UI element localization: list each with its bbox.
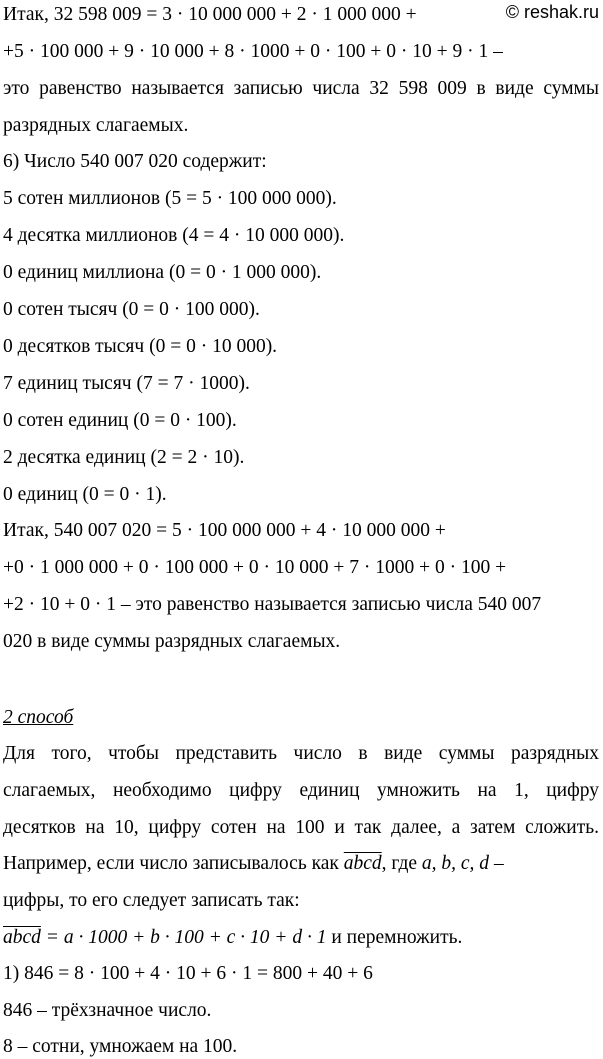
text-line: это равенство называется записью числа 32 598 009 в виде суммы xyxy=(3,78,599,99)
text-line: 7 единиц тысяч (7 = 7 · 1000). xyxy=(3,373,250,394)
text-line: 0 единиц миллиона (0 = 0 · 1 000 000). xyxy=(3,262,322,283)
formula-text: и перемножить. xyxy=(326,927,463,948)
digit-variables: a, b, c, d xyxy=(421,853,490,874)
text-line: 0 сотен единиц (0 = 0 · 100). xyxy=(3,410,237,431)
overlined-number: abcd xyxy=(343,853,382,874)
overlined-number: abcd xyxy=(3,927,41,948)
text-line: 0 сотен тысяч (0 = 0 · 100 000). xyxy=(3,299,260,320)
text-line: Итак, 540 007 020 = 5 · 100 000 000 + 4 · 10 000 000 + xyxy=(3,520,446,541)
text-line: +5 · 100 000 + 9 · 10 000 + 8 · 1000 + 0 · 100 + 0 · 10 + 9 · 1 – xyxy=(3,41,503,62)
text-line: 4 десятка миллионов (4 = 4 · 10 000 000). xyxy=(3,225,345,246)
text-line: 6) Число 540 007 020 содержит: xyxy=(3,151,267,172)
text-line: +2 · 10 + 0 · 1 – это равенство называется записью числа 540 007 xyxy=(3,594,542,615)
text-line: 1) 846 = 8 · 100 + 4 · 10 + 6 · 1 = 800 + 40 + 6 xyxy=(3,963,373,984)
text-line: 846 – трёхзначное число. xyxy=(3,1000,212,1021)
section-heading: 2 способ xyxy=(3,707,74,728)
text-line: 020 в виде суммы разрядных слагаемых. xyxy=(3,631,341,652)
example-text: Например, если число записывалось как xyxy=(3,853,344,874)
text-line: 0 единиц (0 = 0 · 1). xyxy=(3,484,167,505)
text-line: цифры, то его следует записать так: xyxy=(3,890,300,911)
text-line: слагаемых, необходимо цифру единиц умножить на 1, цифру xyxy=(3,780,599,801)
text-line: Для того, чтобы представить число в виде суммы разрядных xyxy=(3,743,599,764)
text-line: разрядных слагаемых. xyxy=(3,115,189,136)
text-line: 8 – сотни, умножаем на 100. xyxy=(3,1036,238,1057)
text-line: 5 сотен миллионов (5 = 5 · 100 000 000). xyxy=(3,188,337,209)
text-line: +0 · 1 000 000 + 0 · 100 000 + 0 · 10 000 + 7 · 1000 + 0 · 100 + xyxy=(3,557,507,578)
watermark: © reshak.ru xyxy=(500,0,599,24)
example-intro xyxy=(3,852,504,876)
text-line: 2 десятка единиц (2 = 2 · 10). xyxy=(3,447,245,468)
example-text: – xyxy=(489,853,504,874)
formula-rhs: = a · 1000 + b · 100 + c · 10 + d · 1 xyxy=(40,927,327,948)
example-text: , где xyxy=(381,853,422,874)
formula-line xyxy=(3,926,462,950)
text-line: 0 десятков тысяч (0 = 0 · 10 000). xyxy=(3,336,278,357)
text-line: Итак, 32 598 009 = 3 · 10 000 000 + 2 · 1 000 000 + xyxy=(3,4,417,25)
text-line: десятков на 10, цифру сотен на 100 и так далее, а затем сложить. xyxy=(3,817,599,838)
